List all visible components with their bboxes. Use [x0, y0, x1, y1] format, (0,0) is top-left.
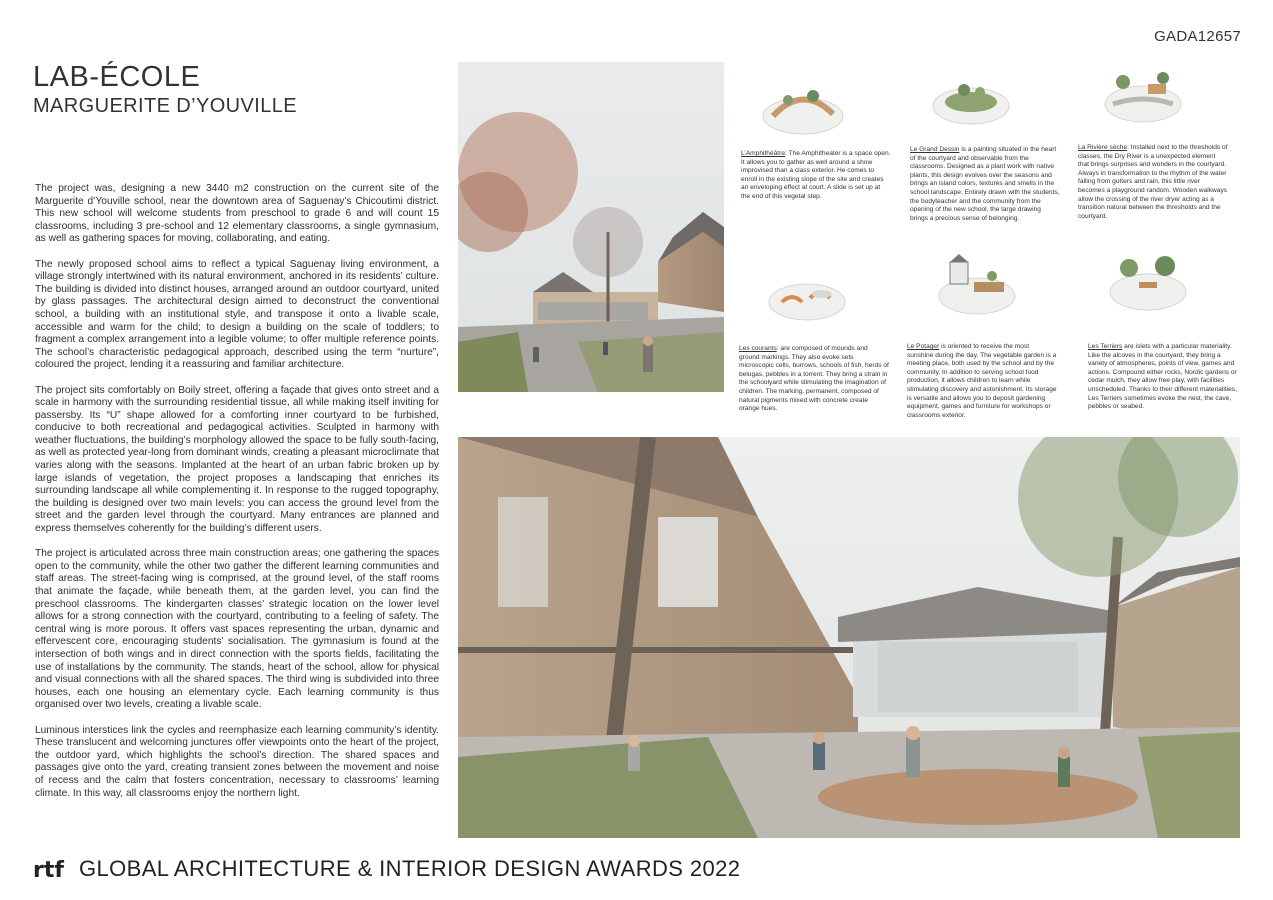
paragraph: Luminous interstices link the cycles and reemphasize each learning community’s identity. These translucent and welcoming junctures offer viewpoints onto the heart of the project, the outdoor yard, which highlights the school’s direction. The shared spaces and passages give onto the yard, creating transient zones between the movement and noise of recess and the calm that fosters concentration, necessary to classrooms’ learning climate. In this way, all classrooms enjoy the northern light.	[35, 724, 439, 799]
terriers-text: are islets with a particular materiality. Like the alcoves in the courtyard, they bring a variety of atmospheres, points of view, games and actions. Compound either rocks, Nordic gardens or cedar mulch, they allow free play, with facilities unscheduled. Thanks to their different materialities, Les Terriers sometimes evoke the nest, the cave, pebbles or seabed.	[1088, 343, 1237, 411]
potager-description	[907, 343, 1057, 420]
amphitheatre-term: L’Amphithéâtre	[741, 150, 785, 157]
riviere-seche-text: : Installed next to the thresholds of classes, the Dry River is a unexpected element that brings surprises and wonders in the courtyard. Always in transformation to the rhythm of the water falling from gutters and rain, this little river becomes a playground random. Wooden walkways allow the crossing of the river dryer acting as a transition natural between the thresholds and the courtyard.	[1078, 144, 1228, 220]
amphitheatre-description	[741, 150, 891, 202]
potager-text: is oriented to receive the most sunshine during the day. The vegetable garden is a meeting place, both used by the school and by the community. In addition to serving school food production, it allows children to learn while stimulating discovery and astonishment. Its storage is versatile and allows you to deposit gardening equipment, games and furniture for workshops or classrooms exterior.	[907, 343, 1057, 419]
terriers-term: Les Terriers	[1088, 343, 1123, 350]
riviere-seche-diagram	[1098, 64, 1188, 130]
grand-dessin-text: is a painting situated in the heart of the courtyard and observable from the classrooms. Designed as a plant work with native plants, this design evolves over the seasons and brings an island colors, textures and smells in the school landscape. Entirely drawn with the students, the bodyteacher and the community from the opening of the new school, the large drawing brings a precious sense of belonging.	[910, 146, 1060, 222]
riviere-seche-description	[1078, 144, 1228, 221]
potager-diagram	[932, 252, 1022, 318]
courants-text: : are composed of mounds and ground markings. They also evoke sets microscopic cells, burrows, schools of fish, herds of belugas, pebbles in a torrent. They bring a strain in the schoolyard while stimulating the imagination of children. The marking, permanent, composed of natural pigments mixed with concrete create orange hues.	[739, 345, 889, 413]
potager-term: Le Potager	[907, 343, 940, 350]
paragraph: The project is articulated across three main construction areas; one gathering the spaces open to the community, while the other two gather the different learning communities and staff areas. The street-facing wing is comprised, at the ground level, of the staff rooms that animate the façade, while beneath them, at the garden level, you can find the preschool classrooms. The kindergarten classes’ strategic location on the lower level allows for a strong connection with the courtyard, contributing to a feeling of safety. The central wing is more porous. It offers vast spaces representing the urban, dynamic and effervescent core, encouraging students’ socialisation. The gymnasium is found at the intersection of both wings and in direct connection with the sports fields, facilitating the use of installations by the community. The stands, heart of the school, allow for physical and visual connections with all the shared spaces. The third wing is subdivided into three houses, each one housing an elementary cycle. Each learning community is thus organised over two levels, creating a livable scale.	[35, 548, 439, 711]
paragraph: The project sits comfortably on Boily street, offering a façade that gives onto street and a scale in harmony with the surrounding residential tissue, all while making itself inviting for passersby. Its “U” shape allowed for a comforting inner courtyard to be furbished, conducive to both recreational and pedagogical activities. Sculpted in harmony with weather fluctuations, the building’s morphology allowed the space to be fully south-facing, as well as protected year-long from dominant winds, creating a pleasant microclimate that varies along with the seasons. Implanted at the heart of an urban fabric broken up by large islands of vegetation, the project proposes a landscaping that enriches its surrounding landscape all while complementing it. In response to the rugged topography, the building is designed over two main levels: you can access the ground level from the street and the garden level through the courtyard. Many entrances are planned and express themselves coherently for the building’s different users.	[35, 384, 439, 535]
svg-text:rtf: rtf	[33, 858, 64, 882]
project-description	[35, 183, 439, 813]
amphitheatre-text: : The Amphitheater is a space open. It allows you to gather as well around a show improvised than a class exterior. He comes to enroll in the existing slope of the site and creates an enveloping effect at court. A slide is set up at the end of this vegetal step.	[741, 150, 891, 200]
footer	[33, 854, 740, 884]
awards-footer-text: GLOBAL ARCHITECTURE & INTERIOR DESIGN AWARDS 2022	[79, 856, 741, 881]
page-subtitle: MARGUERITE D’YOUVILLE	[33, 95, 298, 117]
street-view-rendering	[458, 62, 724, 392]
riviere-seche-term: La Rivière sèche	[1078, 144, 1128, 151]
rtf-logo-icon	[33, 856, 69, 882]
page-title: LAB-ÉCOLE	[33, 61, 201, 93]
grand-dessin-term: Le Grand Dessin	[910, 146, 960, 153]
project-code: GADA12657	[1154, 28, 1241, 45]
courants-term: Les courants	[739, 345, 777, 352]
terriers-diagram	[1103, 248, 1193, 314]
courtyard-rendering	[458, 437, 1240, 838]
amphitheatre-diagram	[758, 76, 848, 142]
courants-description	[739, 345, 889, 414]
paragraph: The project was, designing a new 3440 m2 construction on the current site of the Marguerite d’Youville school, near the downtown area of Saguenay’s Chicoutimi district. This new school will welcome students from preschool to grade 6 and will count 15 classrooms, including 3 pre-school and 12 elementary classrooms, a single gymnasium, as well as gathering spaces for moving, collaborating, and eating.	[35, 183, 439, 245]
terriers-description	[1088, 343, 1238, 412]
grand-dessin-diagram	[926, 68, 1016, 134]
courants-diagram	[762, 262, 852, 328]
grand-dessin-description	[910, 146, 1060, 223]
paragraph: The newly proposed school aims to reflect a typical Saguenay living environment, a village strongly intertwined with its natural environment, anchored in its residents’ culture. The building is divided into distinct houses, arranged around an outdoor courtyard, united by glass passages. The architectural design aimed to deconstruct the conventional school, a building with an institutional style, and transpose it onto a livable scale, accessible and warm for the child; to design a building on the scale of toddlers; to fragment a complex arrangement into a legible volume; to offer multiple reference points. The school’s characteristic pedagogical approach, described using the term “nurture”, coloured the project, lending it a reassuring and familiar architecture.	[35, 258, 439, 371]
